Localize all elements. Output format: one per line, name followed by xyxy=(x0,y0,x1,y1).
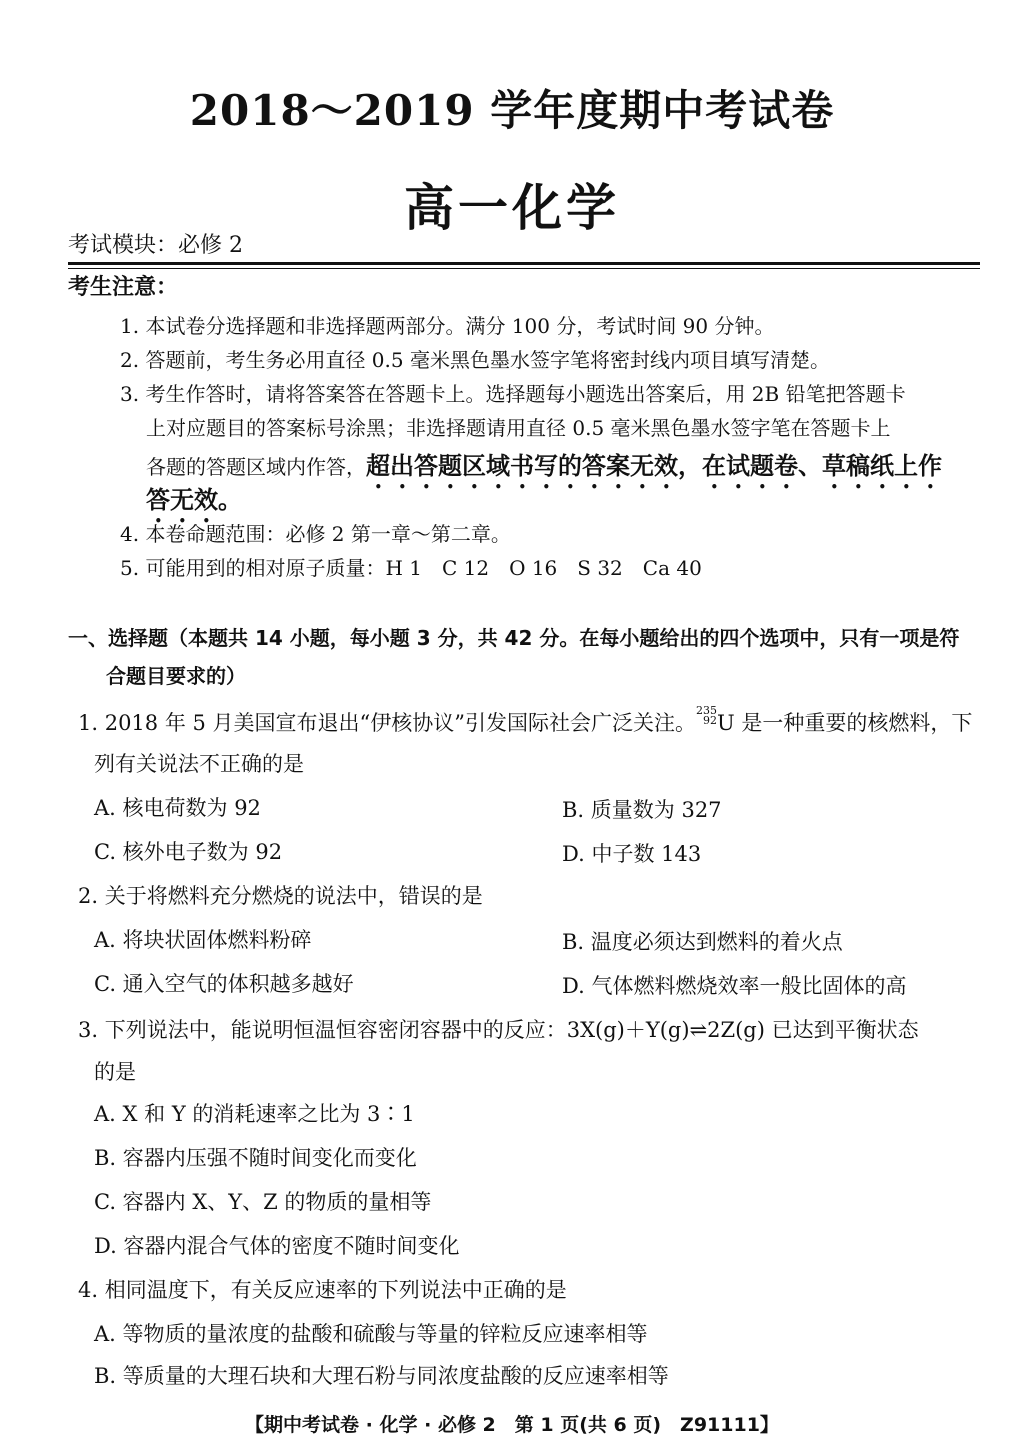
question-2-option-c: C. 通入空气的体积越多越好 xyxy=(94,972,354,996)
subject-title: 高一化学 xyxy=(404,178,620,237)
notice-item-3-line-3 xyxy=(146,446,942,494)
notice-item-5: 5. 可能用到的相对原子质量：H 1 C 12 O 16 S 32 Ca 40 xyxy=(120,556,702,580)
exam-title: 2018～2019 学年度期中考试卷 xyxy=(189,86,835,135)
exam-module: 考试模块：必修 2 xyxy=(68,233,243,258)
notice-item-4: 4. 本卷命题范围：必修 2 第一章～第二章。 xyxy=(120,522,511,546)
question-1-stem-part-b: U 是一种重要的核燃料，下 xyxy=(717,711,973,735)
question-1-stem xyxy=(78,706,972,737)
question-1-stem-part-a: 1. 2018 年 5 月美国宣布退出“伊核协议”引发国际社会广泛关注。 xyxy=(78,711,697,735)
notice-item-2: 2. 答题前，考生务必用直径 0.5 毫米黑色墨水签字笔将密封线内项目填写清楚。 xyxy=(120,348,830,372)
question-2-option-a: A. 将块状固体燃料粉碎 xyxy=(94,928,312,952)
question-3-option-d: D. 容器内混合气体的密度不随时间变化 xyxy=(94,1234,460,1258)
notice-item-3-line-2: 上对应题目的答案标号涂黑；非选择题请用直径 0.5 毫米黑色墨水签字笔在答题卡上 xyxy=(146,416,891,440)
notice-title: 考生注意： xyxy=(68,275,179,300)
question-1-option-c: C. 核外电子数为 92 xyxy=(94,840,283,864)
question-3-option-c: C. 容器内 X、Y、Z 的物质的量相等 xyxy=(94,1190,432,1214)
question-1-option-d: D. 中子数 143 xyxy=(562,842,702,866)
question-4-option-a: A. 等物质的量浓度的盐酸和硫酸与等量的锌粒反应速率相等 xyxy=(94,1322,648,1346)
question-3-stem: 3. 下列说法中，能说明恒温恒容密闭容器中的反应：3X(g)＋Y(g)⇌2Z(g) 已达到平衡状态 xyxy=(78,1018,919,1042)
isotope-mass-number: 235 xyxy=(696,704,718,717)
notice-item-3-emphasis: 超出答题区域书写的答案无效，在试题卷、草稿纸上作 xyxy=(366,452,942,480)
isotope-atomic-number: 92 xyxy=(703,714,718,727)
notice-item-3-plain: 各题的答题区域内作答， xyxy=(146,455,366,479)
section-heading-line-2: 合题目要求的） xyxy=(106,664,246,688)
question-1-stem-line-2: 列有关说法不正确的是 xyxy=(94,752,304,776)
question-1-option-b: B. 质量数为 327 xyxy=(562,798,722,822)
notice-item-1: 1. 本试卷分选择题和非选择题两部分。满分 100 分，考试时间 90 分钟。 xyxy=(120,314,775,338)
header-rule-thin xyxy=(68,268,980,269)
notice-item-3-line-1: 3. 考生作答时，请将答案答在答题卡上。选择题每小题选出答案后，用 2B 铅笔把答题卡 xyxy=(120,382,906,406)
notice-item-3-line-4: 答无效。 xyxy=(146,486,242,514)
isotope-notation xyxy=(696,706,717,726)
question-4-option-b: B. 等质量的大理石块和大理石粉与同浓度盐酸的反应速率相等 xyxy=(94,1364,669,1388)
question-4-stem: 4. 相同温度下，有关反应速率的下列说法中正确的是 xyxy=(78,1278,567,1302)
question-3-option-a: A. X 和 Y 的消耗速率之比为 3∶1 xyxy=(94,1102,415,1126)
question-1-option-a: A. 核电荷数为 92 xyxy=(94,796,261,820)
header-rule-thick xyxy=(68,262,980,265)
page-footer: 【期中考试卷 · 化学 · 必修 2 第 1 页(共 6 页) Z91111】 xyxy=(245,1414,779,1436)
section-heading-line-1: 一、选择题（本题共 14 小题，每小题 3 分，共 42 分。在每小题给出的四个选项中，只有一项是符 xyxy=(68,626,960,650)
question-2-stem: 2. 关于将燃料充分燃烧的说法中，错误的是 xyxy=(78,884,483,908)
question-2-option-b: B. 温度必须达到燃料的着火点 xyxy=(562,930,843,954)
question-3-option-b: B. 容器内压强不随时间变化而变化 xyxy=(94,1146,417,1170)
question-3-stem-line-2: 的是 xyxy=(94,1060,136,1084)
question-2-option-d: D. 气体燃料燃烧效率一般比固体的高 xyxy=(562,974,907,998)
